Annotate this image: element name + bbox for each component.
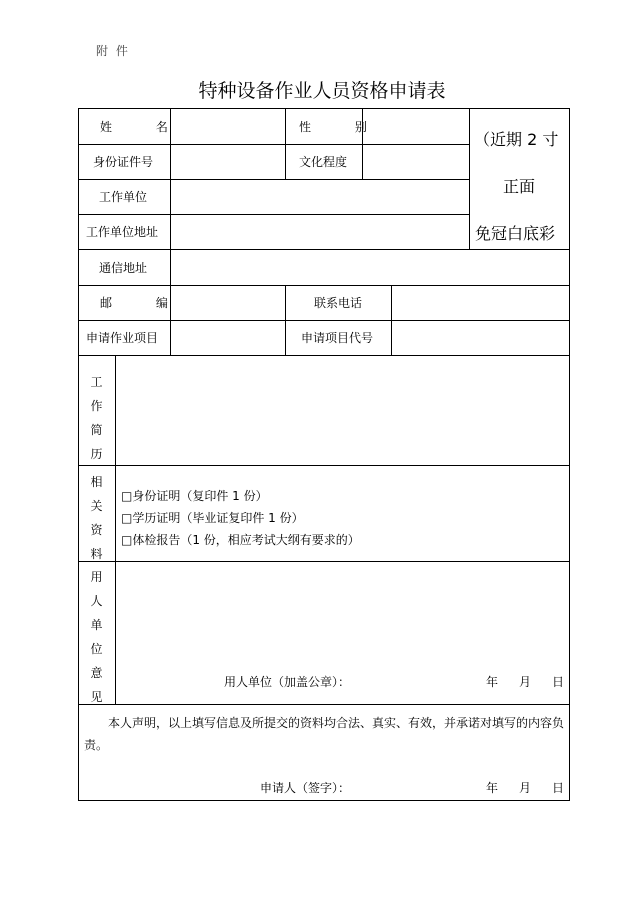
row-divider <box>78 704 570 705</box>
declaration-month-label: 月 <box>519 781 532 795</box>
postcode-field[interactable] <box>174 289 281 317</box>
postcode-label: 邮 编 <box>100 296 188 310</box>
employer-opinion-label: 用 人 单 位 意 见 <box>90 570 103 704</box>
employer-day-label: 日 <box>552 675 565 689</box>
related-docs-label: 相 关 资 料 <box>90 475 103 561</box>
row-divider <box>78 355 570 356</box>
gender-field[interactable] <box>366 112 465 140</box>
apply-item-code-field[interactable] <box>395 324 565 352</box>
row-divider <box>78 465 570 466</box>
work-unit-address-field[interactable] <box>174 218 465 246</box>
row-divider <box>78 214 469 215</box>
form-title: 特种设备作业人员资格申请表 <box>198 80 446 102</box>
row-divider <box>78 179 469 180</box>
apply-item-code-label: 申请项目代号 <box>301 331 374 345</box>
col-divider <box>469 108 470 249</box>
apply-item-field[interactable] <box>174 324 281 352</box>
application-form-table <box>78 108 570 801</box>
declaration-text: 本人声明，以上填写信息及所提交的资料均合法、真实、有效，并承诺对填写的内容负责。 <box>84 716 565 752</box>
employer-month-label: 月 <box>519 675 532 689</box>
id-number-field[interactable] <box>174 148 281 176</box>
apply-item-label: 申请作业项目 <box>86 331 159 345</box>
photo-instruction-line1: （近期 2 寸 <box>474 130 559 149</box>
employer-seal-label: 用人单位（加盖公章）： <box>224 675 351 689</box>
gender-label: 性 别 <box>299 120 387 134</box>
work-unit-label: 工作单位 <box>99 190 148 204</box>
row-divider <box>78 320 570 321</box>
table-border-bottom <box>78 800 570 801</box>
row-divider <box>78 285 570 286</box>
table-border-top <box>78 108 570 109</box>
work-history-area[interactable] <box>118 358 566 462</box>
education-label: 文化程度 <box>299 155 348 169</box>
photo-instruction-line3: 免冠白底彩 <box>475 224 556 243</box>
name-field[interactable] <box>174 112 281 140</box>
doc-checkbox-medical[interactable]: □体检报告（1 份，相应考试大纲有要求的） <box>121 533 360 547</box>
declaration-year-label: 年 <box>486 781 499 795</box>
attachment-label: 附 件 <box>96 44 130 58</box>
col-divider <box>362 108 363 179</box>
doc-checkbox-education[interactable]: □学历证明（毕业证复印件 1 份） <box>121 511 304 525</box>
education-field[interactable] <box>366 148 465 176</box>
col-divider <box>391 285 392 355</box>
col-divider <box>170 108 171 355</box>
col-divider <box>115 355 116 704</box>
work-history-label: 工 作 简 历 <box>90 375 103 461</box>
work-unit-field[interactable] <box>174 183 465 211</box>
row-divider <box>78 561 570 562</box>
row-divider <box>78 249 570 250</box>
phone-field[interactable] <box>395 289 565 317</box>
photo-instruction-line2: 正面 <box>503 177 536 196</box>
applicant-signature-label: 申请人（签字）： <box>260 781 351 795</box>
col-divider <box>285 108 286 179</box>
mailing-address-field[interactable] <box>174 253 565 281</box>
phone-label: 联系电话 <box>314 296 363 310</box>
name-label: 姓 名 <box>100 120 188 134</box>
declaration-day-label: 日 <box>552 781 565 795</box>
col-divider <box>285 285 286 355</box>
mailing-address-label: 通信地址 <box>99 261 148 275</box>
employer-year-label: 年 <box>486 675 499 689</box>
work-unit-address-label: 工作单位地址 <box>86 225 159 239</box>
table-border-right <box>569 108 570 801</box>
doc-checkbox-id[interactable]: □身份证明（复印件 1 份） <box>121 489 268 503</box>
id-number-label: 身份证件号 <box>93 155 154 169</box>
row-divider <box>78 144 469 145</box>
